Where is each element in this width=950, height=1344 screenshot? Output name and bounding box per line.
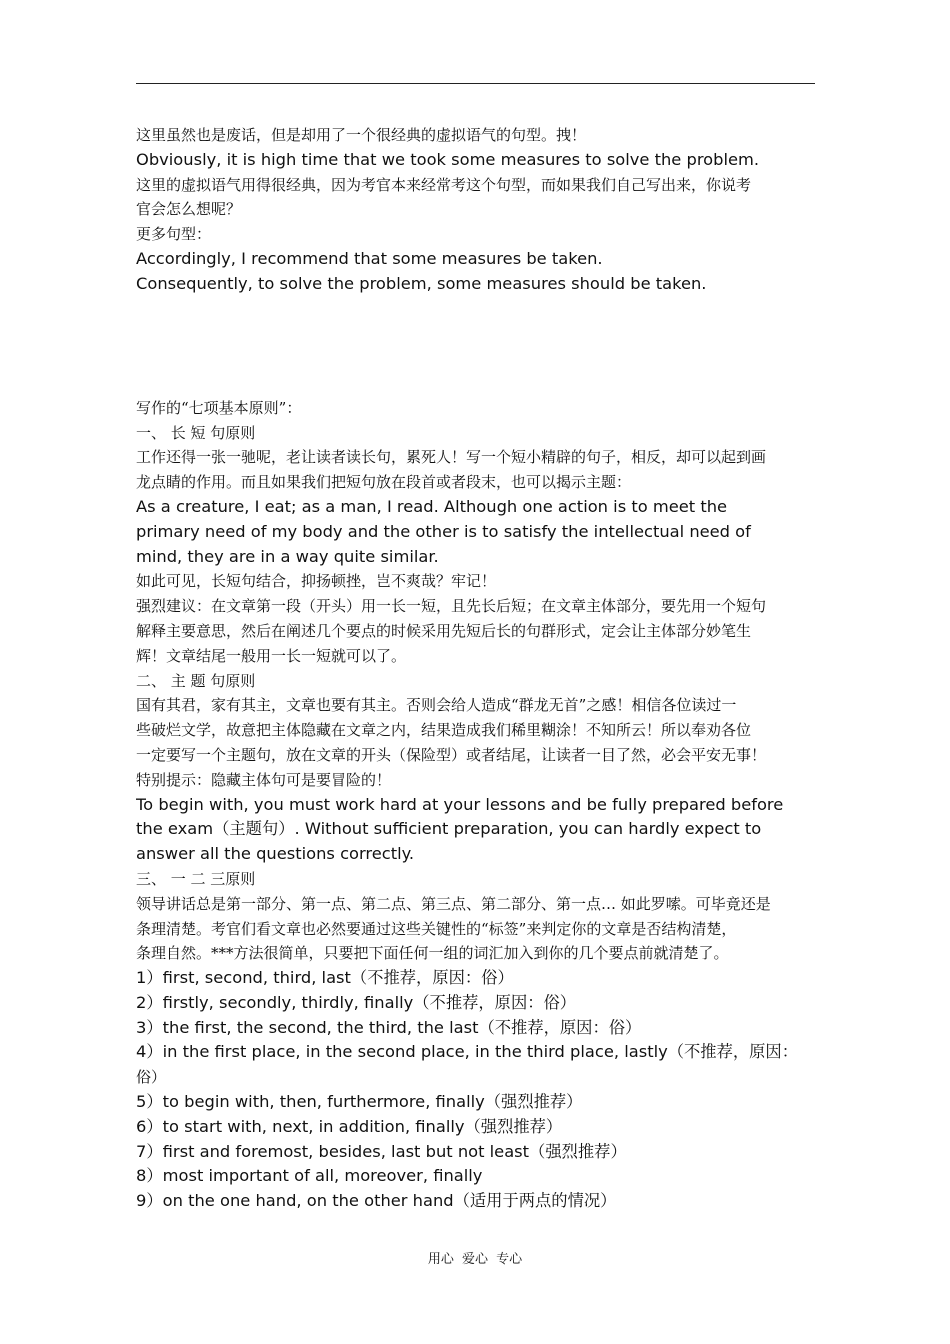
text-line: 强烈建议：在文章第一段（开头）用一长一短，且先长后短；在文章主体部分，要先用一个短句 — [136, 597, 767, 616]
text-line: 辉！文章结尾一般用一长一短就可以了。 — [136, 646, 407, 665]
blank-line — [136, 297, 816, 322]
text-line: Accordingly, I recommend that some measures be taken. — [136, 248, 603, 268]
text-line: 三、 一 二 三原则 — [136, 869, 256, 888]
blank-line — [136, 321, 816, 346]
blank-line — [136, 371, 816, 396]
text-line: 一、 长 短 句原则 — [136, 423, 256, 442]
text-line: 二、 主 题 句原则 — [136, 671, 256, 690]
text-line: 如此可见，长短句结合，抑扬顿挫，岂不爽哉？牢记！ — [136, 572, 497, 591]
text-line: 特别提示：隐藏主体句可是要冒险的！ — [136, 770, 392, 789]
text-line: 更多句型： — [136, 225, 212, 244]
text-line: 领导讲话总是第一部分、第一点、第二点、第三点、第二部分、第一点… 如此罗嗦。可毕竟还是 — [136, 894, 771, 913]
text-line: 6）to start with, next, in addition, finally（强烈推荐） — [136, 1116, 563, 1136]
text-line: 工作还得一张一驰呢，老让读者读长句，累死人！写一个短小精辟的句子，相反，却可以起到画 — [136, 448, 767, 467]
text-line: Obviously, it is high time that we took some measures to solve the problem. — [136, 149, 760, 169]
text-line: answer all the questions correctly. — [136, 844, 415, 864]
text-line: 一定要写一个主题句，放在文章的开头（保险型）或者结尾，让读者一目了然，必会平安无事！ — [136, 745, 767, 764]
text-line: 8）most important of all, moreover, finally — [136, 1166, 483, 1186]
header-rule — [136, 83, 815, 84]
text-line: To begin with, you must work hard at your lessons and be fully prepared before — [136, 794, 784, 814]
text-line: 写作的“七项基本原则”： — [136, 398, 302, 417]
page-footer: 用心 爱心 专心 — [427, 1252, 523, 1267]
text-line: mind, they are in a way quite similar. — [136, 546, 439, 566]
text-line: As a creature, I eat; as a man, I read. Although one action is to meet the — [136, 496, 728, 516]
text-line: primary need of my body and the other is to satisfy the intellectual need of — [136, 521, 751, 541]
text-line: 2）firstly, secondly, thirdly, finally（不推荐，原因：俗） — [136, 992, 577, 1012]
text-line: 官会怎么想呢？ — [136, 200, 242, 219]
text-line: 俗） — [136, 1068, 167, 1087]
text-line: 9）on the one hand, on the other hand（适用于两点的情况） — [136, 1191, 617, 1211]
blank-line — [136, 346, 816, 371]
text-line: the exam（主题句）. Without sufficient preparation, you can hardly expect to — [136, 819, 762, 839]
text-line: 这里虽然也是废话，但是却用了一个很经典的虚拟语气的句型。拽！ — [136, 126, 587, 144]
text-line: 3）the first, the second, the third, the last（不推荐，原因：俗） — [136, 1017, 642, 1037]
text-line: 这里的虚拟语气用得很经典，因为考官本来经常考这个句型，而如果我们自己写出来，你说考 — [136, 175, 752, 194]
document-body — [136, 123, 816, 1214]
text-line: 条理清楚。考官们看文章也必然要通过这些关键性的“标签”来判定你的文章是否结构清楚， — [136, 919, 737, 938]
text-line: 些破烂文学，故意把主体隐藏在文章之内，结果造成我们稀里糊涂！不知所云！所以奉劝各位 — [136, 721, 752, 740]
text-line: 条理自然。***方法很简单，只要把下面任何一组的词汇加入到你的几个要点前就清楚了。 — [136, 944, 729, 963]
text-line: 国有其君，家有其主，文章也要有其主。否则会给人造成“群龙无首”之感！相信各位读过一 — [136, 696, 737, 715]
text-line: Consequently, to solve the problem, some measures should be taken. — [136, 273, 707, 293]
text-line: 解释主要意思，然后在阐述几个要点的时候采用先短后长的句群形式，定会让主体部分妙笔生 — [136, 621, 752, 640]
text-line: 龙点睛的作用。而且如果我们把短句放在段首或者段末，也可以揭示主题： — [136, 473, 632, 492]
text-line: 1）first, second, third, last（不推荐，原因：俗） — [136, 968, 514, 988]
text-line: 4）in the first place, in the second place, in the third place, lastly（不推荐，原因： — [136, 1042, 798, 1062]
text-line: 7）first and foremost, besides, last but not least（强烈推荐） — [136, 1141, 627, 1161]
text-line: 5）to begin with, then, furthermore, finally（强烈推荐） — [136, 1092, 583, 1112]
